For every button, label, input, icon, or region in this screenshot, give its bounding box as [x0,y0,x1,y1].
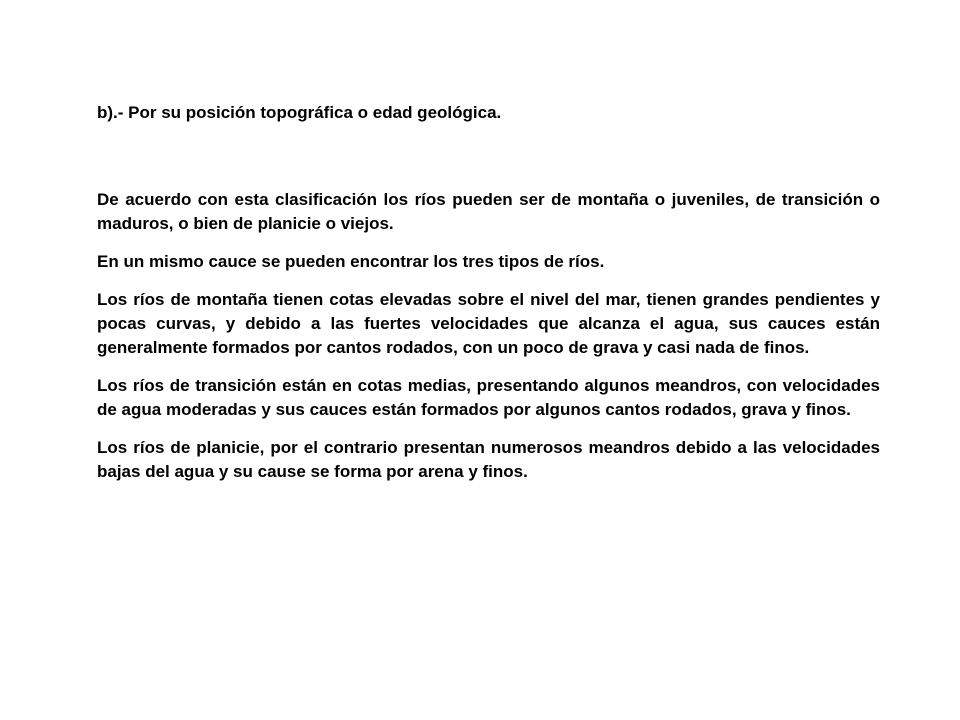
paragraph-transition-rivers: Los ríos de transición están en cotas medias, presentando algunos meandros, con velocidades de agua moderadas y sus cauces están formados por algunos cantos rodados, grava y finos. [97,376,880,419]
paragraph-classification: De acuerdo con esta clasificación los ríos pueden ser de montaña o juveniles, de transición o maduros, o bien de planicie o viejos. [97,190,880,233]
paragraph-plain-rivers: Los ríos de planicie, por el contrario presentan numerosos meandros debido a las velocidades bajas del agua y su cause se forma por arena y finos. [97,438,880,481]
paragraph-same-channel: En un mismo cauce se pueden encontrar los tres tipos de ríos. [97,252,605,271]
text-body [97,101,880,484]
section-heading: b).- Por su posición topográfica o edad geológica. [97,103,502,122]
paragraph-mountain-rivers: Los ríos de montaña tienen cotas elevadas sobre el nivel del mar, tienen grandes pendientes y pocas curvas, y debido a las fuertes velocidades que alcanza el agua, sus cauces están generalmente formados por cantos rodados, con un poco de grava y casi nada de finos. [97,290,880,357]
